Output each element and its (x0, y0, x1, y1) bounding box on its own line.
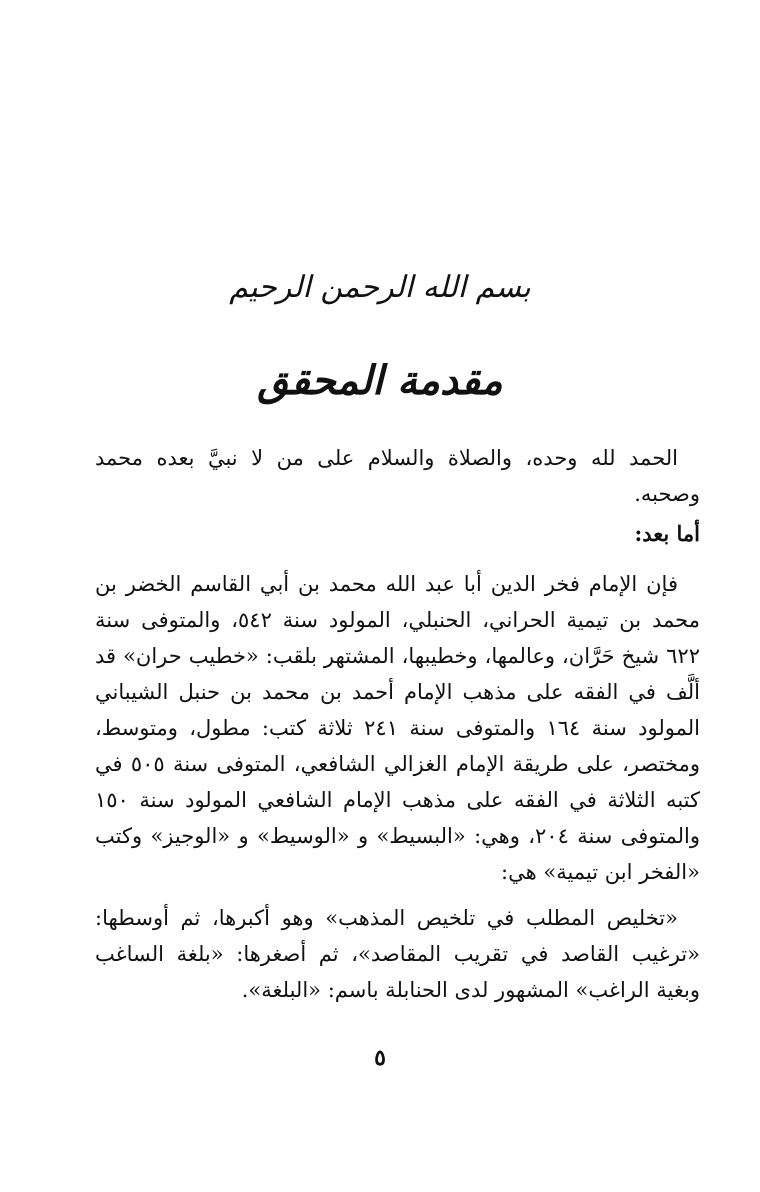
body-text (95, 440, 700, 1008)
basmala: بسم الله الرحمن الرحيم (229, 270, 531, 305)
paragraph-main: فإن الإمام فخر الدين أبا عبد الله محمد بن أبي القاسم الخضر بن محمد بن تيمية الحراني، الحنبلي، المولود سنة ٥٤٢، والمتوفى سنة ٦٢٢ شيخ حَرَّان، وعالمها، وخطيبها، المشتهر بلقب: «خطيب حران» قد ألَّف في الفقه على مذهب الإمام أحمد بن محمد بن حنبل الشيباني المولود سنة ١٦٤ والمتوفى سنة ٢٤١ ثلاثة كتب: مطول، ومتوسط، ومختصر، على طريقة الإمام الغزالي الشافعي، المتوفى سنة ٥٠٥ في كتبه الثلاثة في الفقه على مذهب الإمام الشافعي المولود سنة ١٥٠ والمتوفى سنة ٢٠٤، وهي: «البسيط» و «الوسيط» و «الوجيز» وكتب «الفخر ابن تيمية» هي: (95, 572, 701, 884)
paragraph-intro: الحمد لله وحده، والصلاة والسلام على من لا نبيَّ بعده محمد وصحبه. (95, 446, 700, 506)
paragraph-books: «تخليص المطلب في تلخيص المذهب» وهو أكبرها، ثم أوسطها: «ترغيب القاصد في تقريب المقاصد»، ثم أصغرها: «بلغة الساغب وبغية الراغب» المشهور لدى الحنابلة باسم: «البلغة». (95, 906, 700, 1002)
page-title: مقدمة المحقق (257, 357, 503, 404)
page-number: ٥ (374, 1045, 386, 1071)
paragraph-amma-baad: أما بعد: (634, 521, 700, 546)
